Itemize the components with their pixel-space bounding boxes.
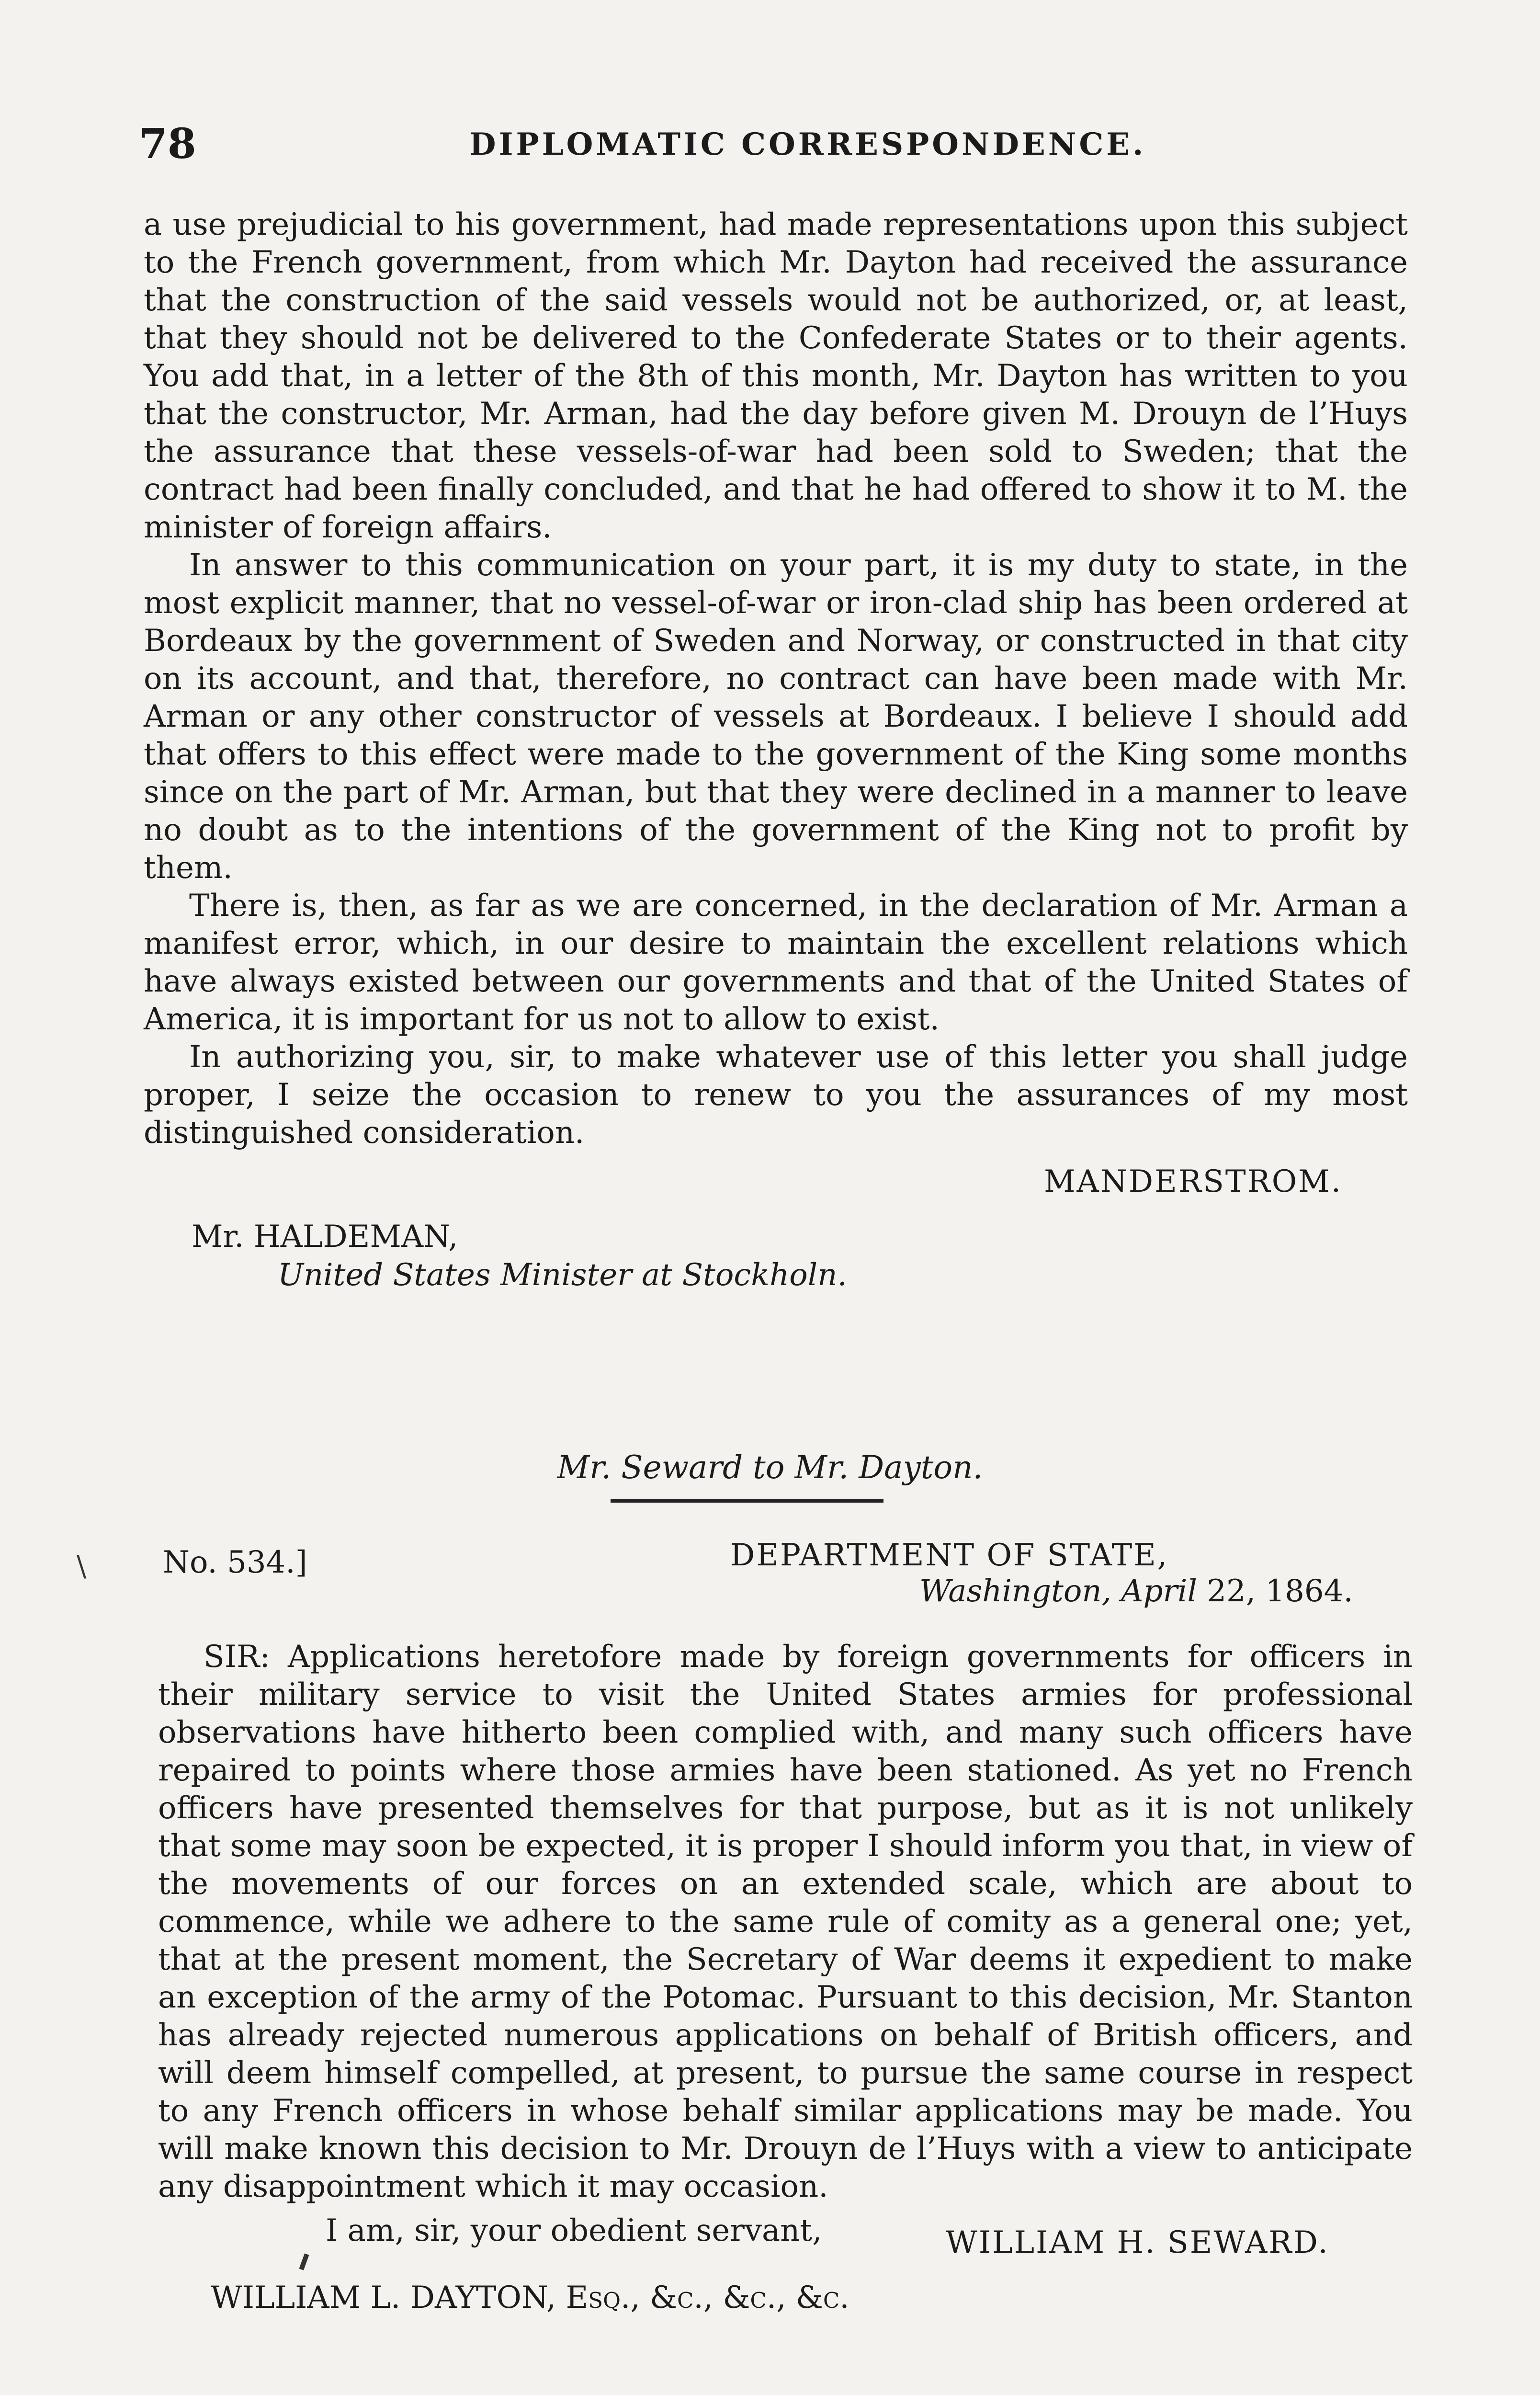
running-title: DIPLOMATIC CORRESPONDENCE. bbox=[469, 126, 1146, 162]
letter2-paragraph: SIR: Applications heretofore made by foreign governments for officers in their military service to visit the United States armies for professional observations have hitherto been complied with, and many such officers have repaired to points where those armies have been stationed. As yet no French officers have presented themselves for that purpose, but as it is not unlikely that some may soon be expected, it is proper I should inform you that, in view of the movements of our forces on an extended scale, which are about to commence, while we adhere to the same rule of comity as a general one; yet, that at the present moment, the Secretary of War deems it expedient to make an exception of the army of the Potomac. Pursuant to this decision, Mr. Stanton has already rejected numerous applications on behalf of British officers, and will deem himself compelled, at present, to pursue the same course in respect to any French officers in whose behalf similar applications may be made. You will make known this decision to Mr. Drouyn de l’Huys with a view to anticipate any disappointment which it may occasion. bbox=[158, 1639, 1413, 2204]
dateline bbox=[919, 1574, 1353, 1609]
letter2-body bbox=[158, 1638, 1413, 2206]
letter1-paragraph-4: In authorizing you, sir, to make whatever use of this letter you shall judge proper, I seize the occasion to renew to you the assurances of my most distinguished consideration. bbox=[144, 1039, 1408, 1151]
letter2-recipient: WILLIAM L. DAYTON, Esq., &c., &c., &c. bbox=[211, 2280, 849, 2315]
department-of-state: DEPARTMENT OF STATE, bbox=[730, 1538, 1169, 1573]
letter2-heading: Mr. Seward to Mr. Dayton. bbox=[557, 1449, 983, 1486]
letter1-paragraph-1: a use prejudicial to his government, had made representations upon this subject to the French government, from which Mr. Dayton had received the assurance that the construction of the said vessels would not be authorized, or, at least, that they should not be delivered to the Confederate States or to their agents. You add that, in a letter of the 8th of this month, Mr. Dayton has written to you that the constructor, Mr. Arman, had the day before given M. Drouyn de l’Huys the assurance that these vessels-of-war had been sold to Sweden; that the contract had been finally concluded, and that he had offered to show it to M. the minister of foreign affairs. bbox=[144, 207, 1408, 545]
letter1-addressee-title: United States Minister at Stockholn. bbox=[278, 1257, 847, 1293]
letter1-paragraph-2: In answer to this communication on your part, it is my duty to state, in the most explicit manner, that no vessel-of-war or iron-clad ship has been ordered at Bordeaux by the government of Sweden and Norway, or constructed in that city on its account, and that, therefore, no contract can have been made with Mr. Arman or any other constructor of vessels at Bordeaux. I believe I should add that offers to this effect were made to the government of the King some months since on the part of Mr. Arman, but that they were declined in a manner to leave no doubt as to the intentions of the government of the King not to profit by them. bbox=[144, 547, 1408, 886]
letter1-addressee-name: Mr. HALDEMAN, bbox=[192, 1219, 458, 1255]
section-divider-rule bbox=[611, 1499, 883, 1503]
running-head bbox=[139, 120, 1398, 177]
dateline-place: Washington, April bbox=[919, 1574, 1197, 1609]
margin-mark: \ bbox=[77, 1550, 87, 1583]
letter1-signature: MANDERSTROM. bbox=[1044, 1164, 1343, 1199]
letter2-closing: I am, sir, your obedient servant, bbox=[326, 2213, 822, 2248]
page-number: 78 bbox=[139, 120, 196, 168]
dispatch-number: No. 534.] bbox=[163, 1545, 307, 1580]
letter2-signature: WILLIAM H. SEWARD. bbox=[946, 2225, 1329, 2260]
letter1-paragraph-3: There is, then, as far as we are concerned, in the declaration of Mr. Arman a manifest error, which, in our desire to maintain the excellent relations which have always existed between our governments and that of the United States of America, it is important for us not to allow to exist. bbox=[144, 888, 1408, 1037]
ink-speck bbox=[299, 2253, 309, 2270]
dateline-date: 22, 1864. bbox=[1207, 1574, 1353, 1609]
letter1-body bbox=[144, 206, 1408, 1152]
